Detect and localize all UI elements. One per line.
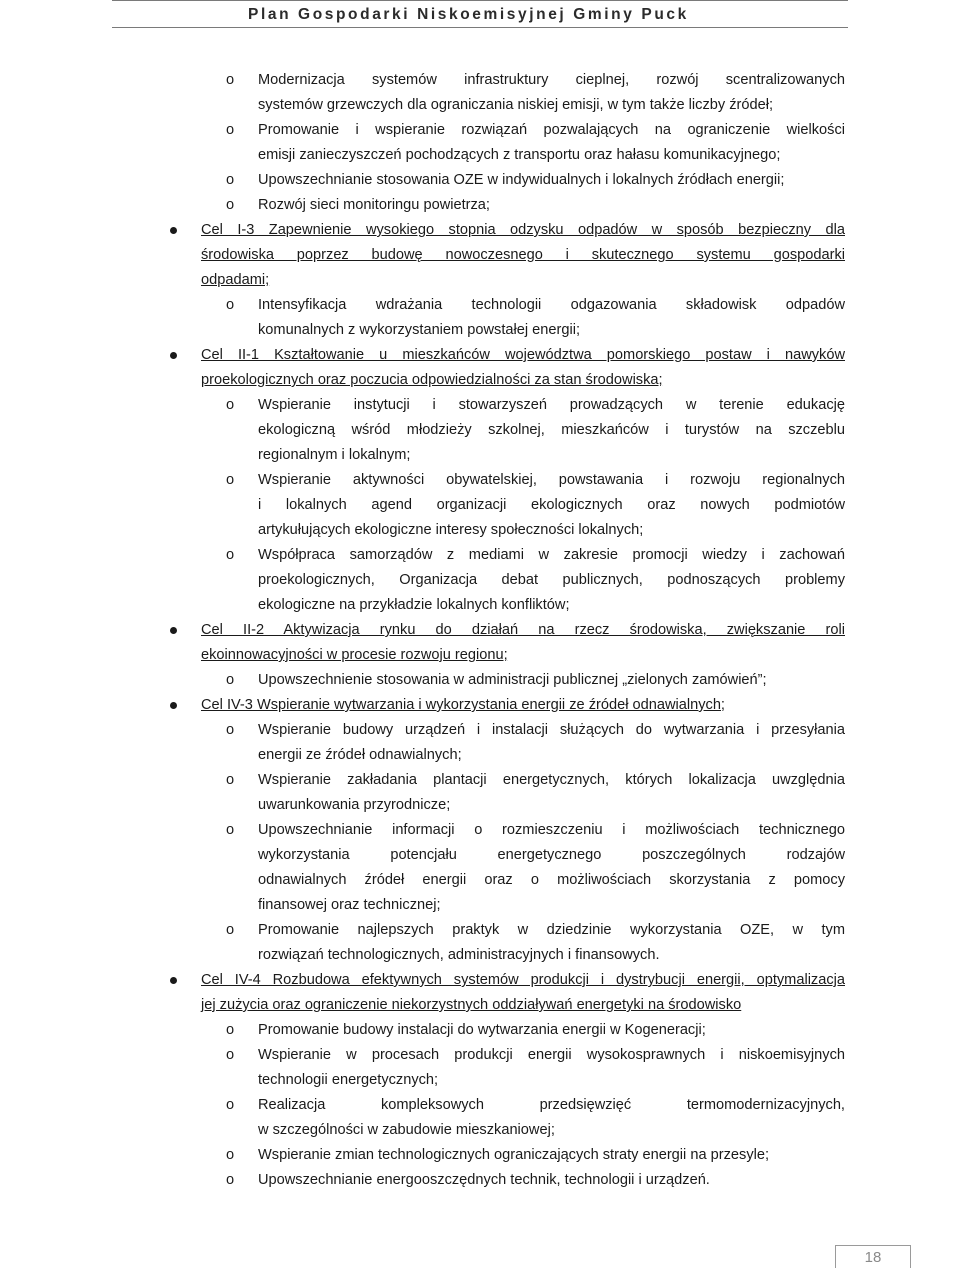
list-item-line: Upowszechnianie informacji o rozmieszczeniu i możliwościach technicznego [258, 822, 845, 838]
goal-heading-line: Cel I-3 Zapewnienie wysokiego stopnia odzysku odpadów w sposób bezpieczny dla [201, 222, 845, 238]
goal-heading-line: odpadami; [201, 272, 270, 288]
list-item-line: komunalnych z wykorzystaniem powstałej energii; [258, 322, 581, 338]
list-item-line: w szczególności w zabudowie mieszkaniowej; [258, 1122, 555, 1138]
bullet-icon [168, 220, 180, 240]
page-number: 18 [864, 1249, 882, 1266]
list-marker: o [226, 1172, 235, 1188]
list-item-line: energii ze źródeł odnawialnych; [258, 747, 462, 763]
goal-heading-line: Cel IV-3 Wspieranie wytwarzania i wykorzystania energii ze źródeł odnawialnych; [201, 697, 725, 713]
list-item-line: Promowanie najlepszych praktyk w dziedzinie wykorzystania OZE, w tym [258, 922, 845, 938]
list-item-line: ekologiczną wśród młodzieży szkolnej, mieszkańców i turystów na szczeblu [258, 422, 845, 438]
list-marker: o [226, 472, 235, 488]
list-item-line: Wspieranie w procesach produkcji energii wysokosprawnych i niskoemisyjnych [258, 1047, 845, 1063]
list-marker: o [226, 172, 235, 188]
bullet-icon [168, 970, 180, 990]
goal-heading-line: Cel II-2 Aktywizacja rynku do działań na rzecz środowiska, zwiększanie roli [201, 622, 845, 638]
list-item-line: rozwiązań technologicznych, administracyjnych i finansowych. [258, 947, 660, 963]
goal-heading-line: Cel II-1 Kształtowanie u mieszkańców województwa pomorskiego postaw i nawyków [201, 347, 845, 363]
list-item-line: systemów grzewczych dla ograniczania niskiej emisji, w tym także liczby źródeł; [258, 97, 774, 113]
list-marker: o [226, 672, 235, 688]
goal-heading-line: proekologicznych oraz poczucia odpowiedzialności za stan środowiska; [201, 372, 663, 388]
header-bottom-rule [112, 27, 848, 28]
list-item-line: Upowszechnianie energooszczędnych technik, technologii i urządzeń. [258, 1172, 710, 1188]
list-marker: o [226, 822, 235, 838]
goal-heading-line: jej zużycia oraz ograniczenie niekorzystnych oddziaływań energetyki na środowisko [201, 997, 742, 1013]
list-marker: o [226, 397, 235, 413]
list-item-line: finansowej oraz technicznej; [258, 897, 441, 913]
list-item-line: Realizacja kompleksowych przedsięwzięć termomodernizacyjnych, [258, 1097, 845, 1113]
list-marker: o [226, 122, 235, 138]
list-item-line: odnawialnych źródeł energii oraz o możliwościach skorzystania z pomocy [258, 872, 845, 888]
goal-heading-line: ekoinnowacyjności w procesie rozwoju regionu; [201, 647, 508, 663]
list-item-line: wykorzystania potencjału energetycznego poszczególnych rodzajów [258, 847, 845, 863]
list-item-line: Modernizacja systemów infrastruktury cieplnej, rozwój scentralizowanych [258, 72, 845, 88]
list-marker: o [226, 547, 235, 563]
list-item-line: Intensyfikacja wdrażania technologii odgazowania składowisk odpadów [258, 297, 845, 313]
list-item-line: proekologicznych, Organizacja debat publicznych, podnoszących problemy [258, 572, 845, 588]
list-item-line: Współpraca samorządów z mediami w zakresie promocji wiedzy i zachowań [258, 547, 845, 563]
list-marker: o [226, 1047, 235, 1063]
list-marker: o [226, 922, 235, 938]
list-item-line: emisji zanieczyszczeń pochodzących z transportu oraz hałasu komunikacyjnego; [258, 147, 781, 163]
list-item-line: i lokalnych agend organizacji ekologicznych oraz nowych podmiotów [258, 497, 845, 513]
list-item-line: Wspieranie zmian technologicznych ograniczających straty energii na przesyle; [258, 1147, 770, 1163]
list-item-line: artykułujących ekologiczne interesy społeczności lokalnych; [258, 522, 644, 538]
list-marker: o [226, 197, 235, 213]
goal-heading-line: środowiska poprzez budowę nowoczesnego i skutecznego systemu gospodarki [201, 247, 845, 263]
list-item-line: Upowszechnienie stosowania w administracji publicznej „zielonych zamówień”; [258, 672, 767, 688]
list-item-line: Wspieranie instytucji i stowarzyszeń prowadzących w terenie edukację [258, 397, 845, 413]
page-number-box [835, 1245, 911, 1268]
list-item-line: regionalnym i lokalnym; [258, 447, 411, 463]
list-marker: o [226, 1022, 235, 1038]
list-marker: o [226, 297, 235, 313]
list-item-line: Promowanie i wspieranie rozwiązań pozwalających na ograniczenie wielkości [258, 122, 845, 138]
header-top-rule [112, 0, 848, 1]
list-item-line: Rozwój sieci monitoringu powietrza; [258, 197, 490, 213]
list-marker: o [226, 1097, 235, 1113]
list-item-line: technologii energetycznych; [258, 1072, 439, 1088]
list-marker: o [226, 772, 235, 788]
bullet-icon [168, 620, 180, 640]
list-item-line: ekologiczne na przykładzie lokalnych konfliktów; [258, 597, 570, 613]
list-item-line: Upowszechnianie stosowania OZE w indywidualnych i lokalnych źródłach energii; [258, 172, 785, 188]
header-title: Plan Gospodarki Niskoemisyjnej Gminy Puck [248, 6, 689, 23]
list-marker: o [226, 1147, 235, 1163]
list-item-line: uwarunkowania przyrodnicze; [258, 797, 451, 813]
goal-heading-line: Cel IV-4 Rozbudowa efektywnych systemów produkcji i dystrybucji energii, optymalizacja [201, 972, 845, 988]
list-item-line: Promowanie budowy instalacji do wytwarzania energii w Kogeneracji; [258, 1022, 706, 1038]
list-marker: o [226, 722, 235, 738]
list-item-line: Wspieranie budowy urządzeń i instalacji służących do wytwarzania i przesyłania [258, 722, 845, 738]
bullet-icon [168, 345, 180, 365]
list-item-line: Wspieranie zakładania plantacji energetycznych, których lokalizacja uwzględnia [258, 772, 845, 788]
bullet-icon [168, 695, 180, 715]
list-item-line: Wspieranie aktywności obywatelskiej, powstawania i rozwoju regionalnych [258, 472, 845, 488]
list-marker: o [226, 72, 235, 88]
